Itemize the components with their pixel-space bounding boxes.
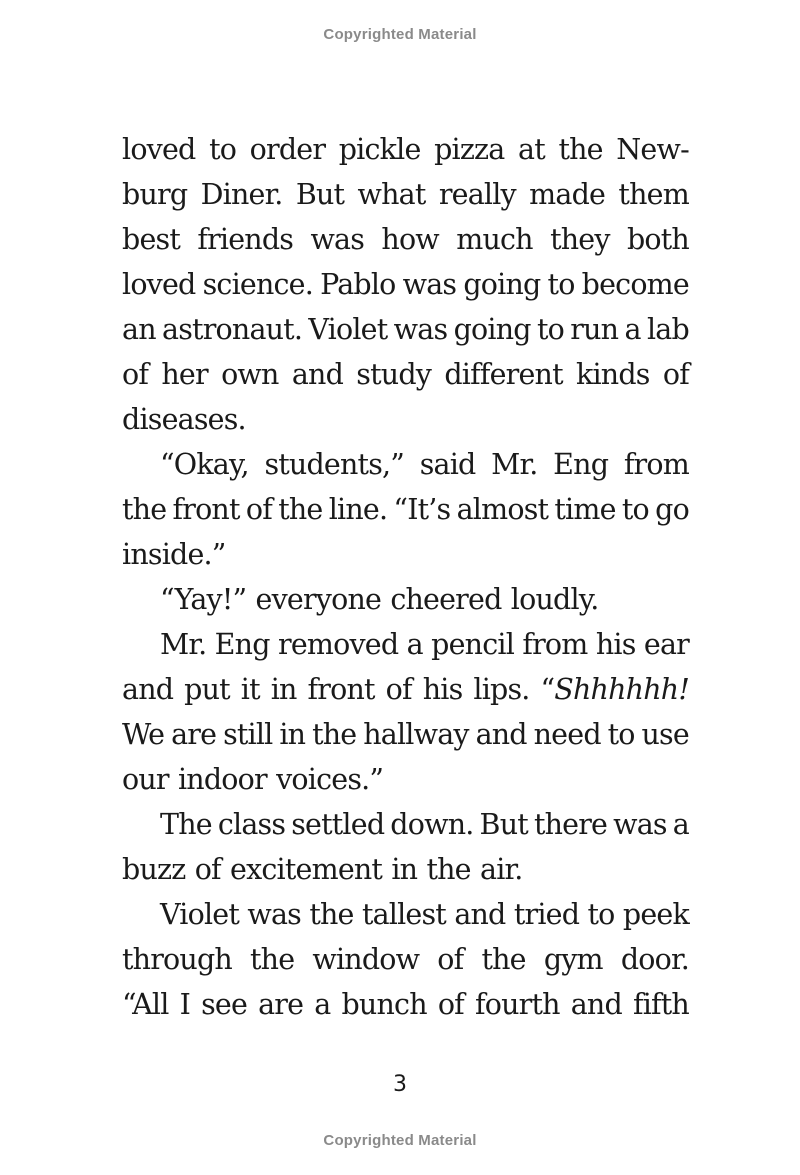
text-line [122,487,689,532]
word: Diner. [200,178,283,211]
word: different [444,358,563,391]
word: at [518,133,545,166]
word: there [533,808,608,841]
word: go [655,493,689,526]
word: “It’s [393,493,451,526]
text-line: inside.” [122,538,226,571]
word: front [172,493,240,526]
text-line [122,217,689,262]
word: Eng [214,628,270,661]
word: made [529,178,606,211]
copyright-watermark-bottom: Copyrighted Material [323,1132,477,1149]
word: order [249,133,326,166]
word: of [122,358,149,391]
word: door. [620,943,689,976]
word: of [245,493,272,526]
line-text: and put it in front of his lips. “ [122,673,555,706]
text-line [122,667,689,712]
word: from [623,448,689,481]
text-line [122,262,689,307]
word: use [641,718,689,751]
text-line: “Yay!” everyone cheered loudly. [160,583,599,616]
word: and [570,988,622,1021]
copyright-watermark-top: Copyrighted Material [323,26,477,43]
text-line [122,127,689,172]
word: fifth [632,988,689,1021]
word: Mr. [160,628,207,661]
word: to [587,898,615,931]
word: his [595,628,636,661]
word: become [581,268,689,301]
word: down. [390,808,474,841]
word: a [406,628,423,661]
word: time [554,493,616,526]
word: students,” [264,448,405,481]
word: class [217,808,286,841]
word: bunch [341,988,427,1021]
word: to [536,313,564,346]
word: going [453,313,531,346]
word: of [437,988,464,1021]
word: from [522,628,588,661]
word: pickle [338,133,421,166]
word: of [662,358,689,391]
word: almost [456,493,549,526]
text-line [122,307,689,352]
word: and [454,898,506,931]
word: settled [291,808,385,841]
text-line [122,622,689,667]
word: through [122,943,232,976]
word: the [312,718,357,751]
word: kinds [575,358,650,391]
text-line [122,892,689,937]
word: the [481,943,526,976]
word: see [201,988,248,1021]
word: her [161,358,208,391]
word: how [381,223,439,256]
text-line: our indoor voices.” [122,763,384,796]
book-page-text [122,127,689,1027]
word: to [607,718,635,751]
word: going [463,268,541,301]
word: was [247,898,301,931]
word: “All [122,988,169,1021]
word: and [475,718,527,751]
word: loved [122,268,196,301]
word: removed [278,628,399,661]
word: the [122,493,167,526]
word: tallest [361,898,446,931]
word: fourth [474,988,560,1021]
text-line [122,172,689,217]
word: hallway [363,718,469,751]
word: science. [202,268,314,301]
word: Eng [553,448,609,481]
word: Pablo [320,268,396,301]
word: pizza [434,133,505,166]
word: Violet [308,313,388,346]
word: line. [328,493,388,526]
word: was [402,268,457,301]
word: But [479,808,528,841]
word: are [171,718,217,751]
word: of [437,943,464,976]
word: the [309,898,354,931]
text-line [122,712,689,757]
word: pencil [431,628,515,661]
word: run [570,313,619,346]
text-line [122,937,689,982]
word: to [209,133,237,166]
word: window [312,943,420,976]
word: study [356,358,432,391]
word: need [533,718,601,751]
word: what [357,178,426,211]
word: “Okay, [160,448,249,481]
word: The [160,808,212,841]
word: said [419,448,476,481]
word: I [179,988,191,1021]
word: ear [643,628,689,661]
text-line [122,352,689,397]
word: lab [646,313,689,346]
word: an [122,313,156,346]
word: peek [622,898,689,931]
word: really [438,178,516,211]
text-line [122,442,689,487]
word: a [314,988,331,1021]
word: own [221,358,279,391]
word: in [279,718,306,751]
word: to [621,493,649,526]
text-line [122,982,689,1027]
word: loved [122,133,196,166]
word: much [456,223,533,256]
word: was [613,808,667,841]
word: friends [197,223,294,256]
word: best [122,223,180,256]
word: still [223,718,273,751]
word: them [618,178,689,211]
word: astronaut. [162,313,303,346]
italic-text: Shhhhhh! [554,673,689,706]
word: New- [616,133,689,166]
word: Mr. [491,448,538,481]
word: a [624,313,641,346]
word: was [393,313,448,346]
word: the [250,943,295,976]
page-number: 3 [393,1072,407,1097]
text-line: diseases. [122,403,246,436]
word: both [626,223,689,256]
word: to [547,268,575,301]
word: tried [513,898,580,931]
word: the [278,493,323,526]
word: Violet [160,898,239,931]
word: was [310,223,365,256]
word: gym [543,943,603,976]
word: But [295,178,345,211]
word: are [258,988,304,1021]
word: burg [122,178,188,211]
text-line: buzz of excitement in the air. [122,853,523,886]
word: the [558,133,603,166]
text-line [122,802,689,847]
word: a [672,808,689,841]
word: and [291,358,344,391]
word: We [122,718,165,751]
word: they [550,223,610,256]
